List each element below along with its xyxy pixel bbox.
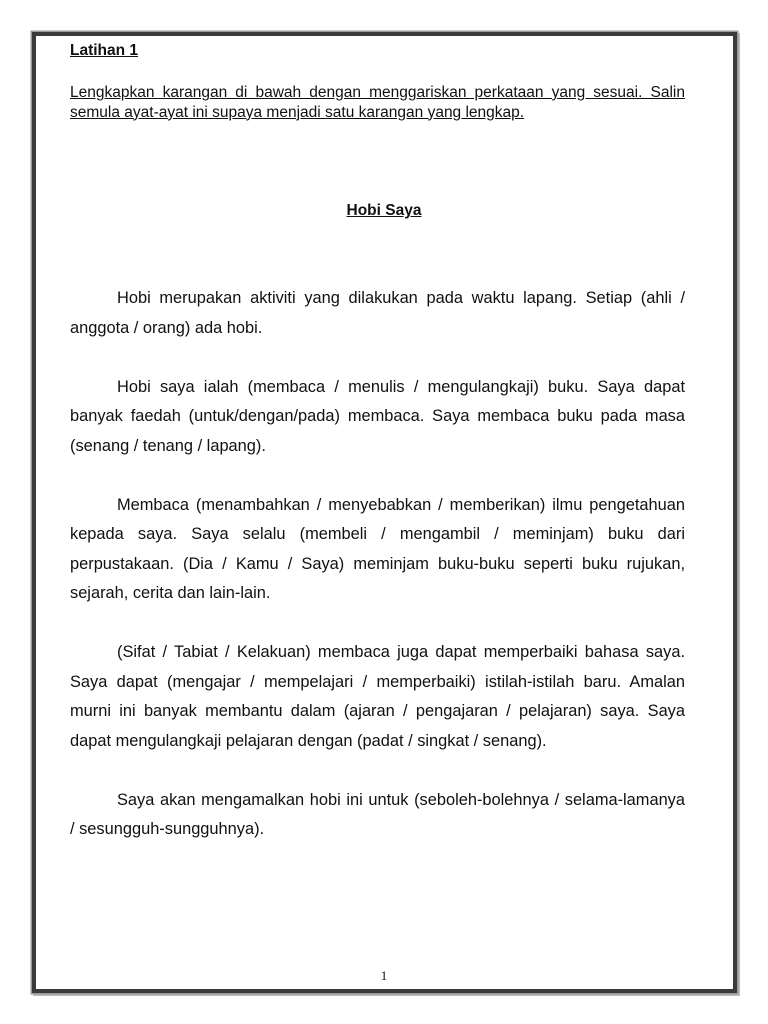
essay-body bbox=[70, 284, 685, 874]
exercise-title: Latihan 1 bbox=[70, 42, 139, 59]
paragraph: Saya akan mengamalkan hobi ini untuk (seboleh-bolehnya / selama-lamanya / sesungguh-sungguhnya). bbox=[70, 790, 685, 838]
paragraph: Membaca (menambahkan / menyebabkan / memberikan) ilmu pengetahuan kepada saya. Saya selalu (membeli / mengambil / meminjam) buku dari perpustakaan. (Dia / Kamu / Saya) meminjam buku-buku seperti buku rujukan, sejarah, cerita dan lain-lain. bbox=[70, 495, 685, 602]
paragraph: Hobi merupakan aktiviti yang dilakukan pada waktu lapang. Setiap (ahli / anggota / orang) ada hobi. bbox=[70, 289, 685, 337]
instruction-text: Lengkapkan karangan di bawah dengan menggariskan perkataan yang sesuai. Salin semula ayat-ayat ini supaya menjadi satu karangan yang lengkap. bbox=[70, 84, 685, 121]
paragraph: (Sifat / Tabiat / Kelakuan) membaca juga dapat memperbaiki bahasa saya. Saya dapat (mengajar / mempelajari / memperbaiki) istilah-istilah baru. Amalan murni ini banyak membantu dalam (ajaran / pengajaran / pelajaran) saya. Saya dapat mengulangkaji pelajaran dengan (padat / singkat / senang). bbox=[70, 643, 685, 750]
page-number: 1 bbox=[380, 968, 388, 983]
paragraph: Hobi saya ialah (membaca / menulis / mengulangkaji) buku. Saya dapat banyak faedah (untuk/dengan/pada) membaca. Saya membaca buku pada masa (senang / tenang / lapang). bbox=[70, 377, 685, 455]
essay-title: Hobi Saya bbox=[346, 202, 422, 219]
